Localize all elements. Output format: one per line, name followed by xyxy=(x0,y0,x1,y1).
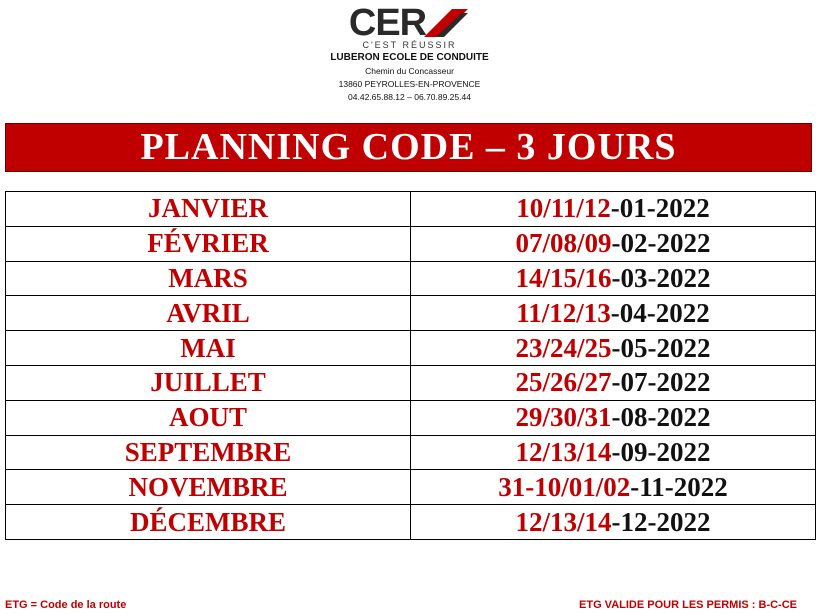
table-row xyxy=(6,435,816,470)
month-cell: FÉVRIER xyxy=(6,226,411,261)
month-cell: JUILLET xyxy=(6,365,411,400)
session-days: 12/13/14 xyxy=(515,506,612,537)
table-row xyxy=(6,261,816,296)
session-month-year: -12-2022 xyxy=(611,506,711,537)
session-days: 11/12/13 xyxy=(516,297,611,328)
session-days: 23/24/25 xyxy=(515,332,612,363)
footer-valid-permits: ETG VALIDE POUR LES PERMIS : B-C-CE xyxy=(579,599,797,611)
dates-cell xyxy=(411,296,816,331)
table-row xyxy=(6,331,816,366)
dates-cell xyxy=(411,435,816,470)
session-month-year: -07-2022 xyxy=(611,367,711,398)
session-days: 29/30/31 xyxy=(515,402,612,433)
month-cell: AOUT xyxy=(6,400,411,435)
session-days: 14/15/16 xyxy=(515,262,612,293)
session-month-year: -09-2022 xyxy=(611,436,711,467)
schedule-table xyxy=(5,191,816,540)
session-days: 25/26/27 xyxy=(515,367,612,398)
session-days: 12/13/14 xyxy=(515,436,612,467)
session-month-year: -11-2022 xyxy=(630,471,728,502)
session-month-year: -02-2022 xyxy=(611,228,711,259)
table-row xyxy=(6,296,816,331)
table-row xyxy=(6,505,816,540)
session-month-year: -01-2022 xyxy=(610,193,710,224)
session-days: 31-10/01/02 xyxy=(498,471,631,502)
dates-cell xyxy=(411,331,816,366)
logo xyxy=(349,4,470,42)
month-cell: NOVEMBRE xyxy=(6,470,411,505)
table-row xyxy=(6,192,816,227)
month-cell: MARS xyxy=(6,261,411,296)
phone-numbers: 04.42.65.88.12 – 06.70.89.25.44 xyxy=(348,92,471,102)
session-days: 10/11/12 xyxy=(516,193,611,224)
address-line-1: Chemin du Concasseur xyxy=(365,66,454,76)
dates-cell xyxy=(411,192,816,227)
month-cell: AVRIL xyxy=(6,296,411,331)
dates-cell xyxy=(411,400,816,435)
dates-cell xyxy=(411,226,816,261)
dates-cell xyxy=(411,365,816,400)
title-banner xyxy=(5,123,812,172)
table-row xyxy=(6,400,816,435)
dates-cell xyxy=(411,505,816,540)
month-cell: DÉCEMBRE xyxy=(6,505,411,540)
table-row xyxy=(6,470,816,505)
footer-etg-note: ETG = Code de la route xyxy=(5,599,127,611)
logo-flag-icon xyxy=(422,7,470,39)
address-line-2: 13860 PEYROLLES-EN-PROVENCE xyxy=(338,79,481,89)
session-days: 07/08/09 xyxy=(515,228,612,259)
header xyxy=(0,4,819,104)
logo-tagline: C'EST RÉUSSIR xyxy=(362,40,457,50)
session-month-year: -03-2022 xyxy=(611,262,711,293)
table-row xyxy=(6,365,816,400)
month-cell: MAI xyxy=(6,331,411,366)
session-month-year: -08-2022 xyxy=(611,402,711,433)
session-month-year: -05-2022 xyxy=(611,332,711,363)
table-row xyxy=(6,226,816,261)
dates-cell xyxy=(411,261,816,296)
logo-text: CER xyxy=(348,2,427,44)
session-month-year: -04-2022 xyxy=(610,297,710,328)
month-cell: JANVIER xyxy=(6,192,411,227)
month-cell: SEPTEMBRE xyxy=(6,435,411,470)
school-name: LUBERON ECOLE DE CONDUITE xyxy=(330,52,489,63)
page-title: PLANNING CODE – 3 JOURS xyxy=(140,126,677,168)
dates-cell xyxy=(411,470,816,505)
